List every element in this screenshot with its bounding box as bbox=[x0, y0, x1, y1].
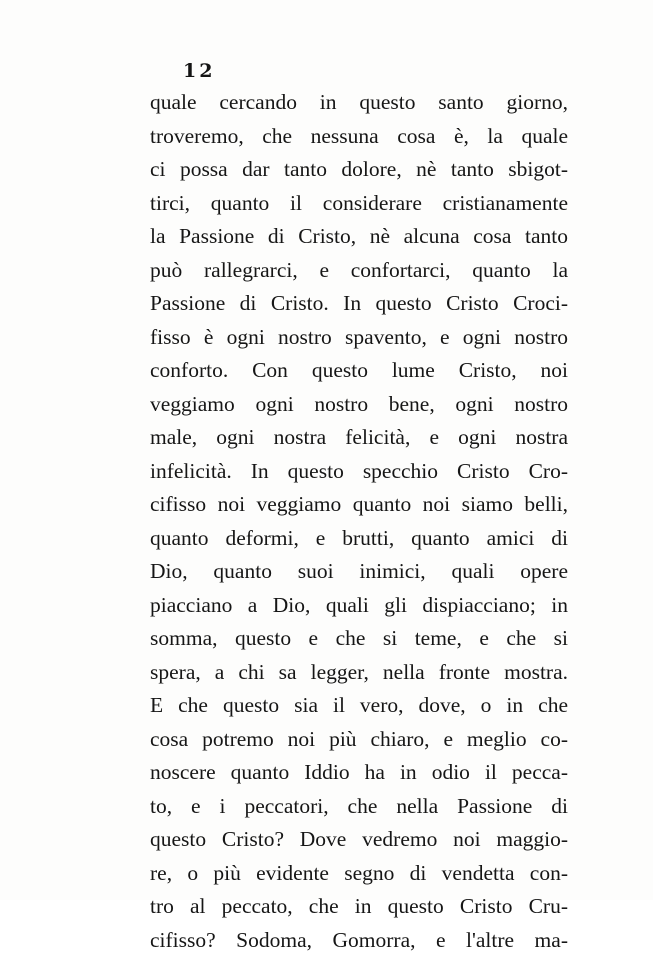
text-line: E che questo sia il vero, dove, o in che bbox=[150, 689, 568, 723]
text-line: conforto. Con questo lume Cristo, noi bbox=[150, 354, 568, 388]
text-line: somma, questo e che si teme, e che si bbox=[150, 622, 568, 656]
text-line: to, e i peccatori, che nella Passione di bbox=[150, 790, 568, 824]
text-line: Passione di Cristo. In questo Cristo Croci- bbox=[150, 287, 568, 321]
text-line: spera, a chi sa legger, nella fronte mostra. bbox=[150, 656, 568, 690]
text-line: questo Cristo? Dove vedremo noi maggio- bbox=[150, 823, 568, 857]
text-line: piacciano a Dio, quali gli dispiacciano; in bbox=[150, 589, 568, 623]
text-line: tirci, quanto il considerare cristianamente bbox=[150, 187, 568, 221]
body-text bbox=[150, 86, 568, 957]
text-line: troveremo, che nessuna cosa è, la quale bbox=[150, 120, 568, 154]
text-line: male, ogni nostra felicità, e ogni nostra bbox=[150, 421, 568, 455]
text-line: cosa potremo noi più chiaro, e meglio co- bbox=[150, 723, 568, 757]
text-line: cifisso noi veggiamo quanto noi siamo belli, bbox=[150, 488, 568, 522]
text-line: può rallegrarci, e confortarci, quanto la bbox=[150, 254, 568, 288]
text-line: re, o più evidente segno di vendetta con- bbox=[150, 857, 568, 891]
text-line: noscere quanto Iddio ha in odio il pecca- bbox=[150, 756, 568, 790]
text-line: veggiamo ogni nostro bene, ogni nostro bbox=[150, 388, 568, 422]
text-line: la Passione di Cristo, nè alcuna cosa tanto bbox=[150, 220, 568, 254]
text-line: quanto deformi, e brutti, quanto amici di bbox=[150, 522, 568, 556]
text-line: quale cercando in questo santo giorno, bbox=[150, 86, 568, 120]
text-line: fisso è ogni nostro spavento, e ogni nostro bbox=[150, 321, 568, 355]
text-line: cifisso? Sodoma, Gomorra, e l'altre ma- bbox=[150, 924, 568, 957]
page-number: 12 bbox=[183, 60, 215, 82]
text-line: tro al peccato, che in questo Cristo Cru- bbox=[150, 890, 568, 924]
text-line: Dio, quanto suoi inimici, quali opere bbox=[150, 555, 568, 589]
text-line: infelicità. In questo specchio Cristo Cro- bbox=[150, 455, 568, 489]
text-line: ci possa dar tanto dolore, nè tanto sbigot- bbox=[150, 153, 568, 187]
